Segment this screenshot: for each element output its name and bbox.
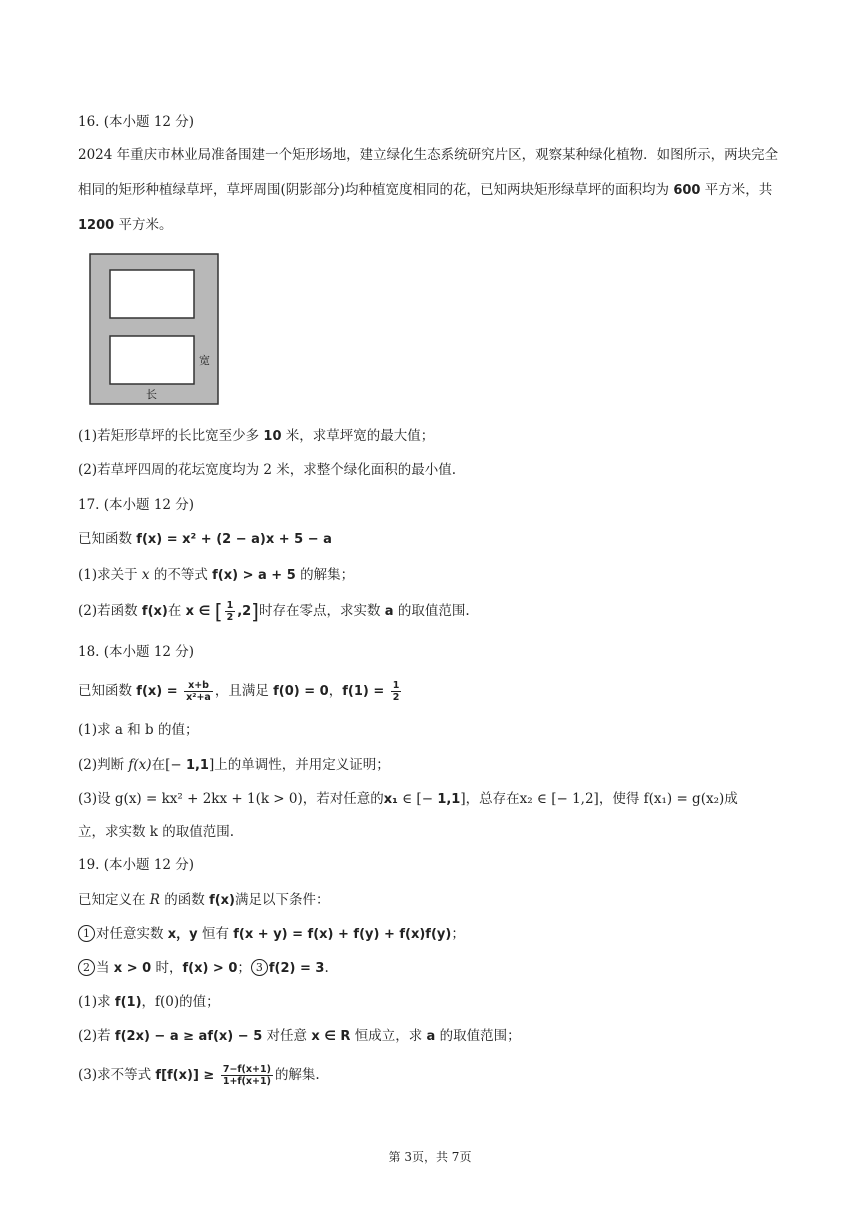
q18-part2: (2)判断 f(x)在[− 1,1]上的单调性，并用定义证明；	[78, 757, 390, 773]
q19-part2: (2)若 f(2x) − a ≥ af(x) − 5 对任意 x ∈ R 恒成立，求 a 的取值范围；	[78, 1028, 521, 1044]
q19-cond1: 1 对任意实数 x，y 恒有 f(x + y) = f(x) + f(y) + f(x)f(y)；	[78, 924, 465, 945]
page-footer: 第 3页，共 7页	[388, 1150, 472, 1164]
lawn-top	[110, 270, 194, 318]
length-label: 长	[146, 388, 157, 401]
width-label: 宽	[199, 354, 210, 367]
q17-intro: 已知函数 f(x) = x² + (2 − a)x + 5 − a	[78, 531, 332, 547]
q18-part3-cont: 立，求实数 k 的取值范围.	[78, 824, 235, 840]
q16-part2: (2)若草坪四周的花坛宽度均为 2 米，求整个绿化面积的最小值.	[78, 462, 457, 478]
circled-number-3: 3	[251, 959, 268, 976]
q19-intro: 已知定义在 R 的函数 f(x)满足以下条件：	[78, 892, 330, 908]
q16-header: 16. (本小题 12 分)	[78, 114, 195, 130]
q18-intro: 已知函数 f(x) = $\frac{x+b}{\text{x²+a}}$ ，且满足 f(0) = 0，f(1) = $\frac{1}{2}$	[78, 680, 400, 703]
q19-header: 19. (本小题 12 分)	[78, 857, 195, 873]
q18-part1: (1)求 a 和 b 的值；	[78, 722, 199, 738]
q18-part3: (3)设 g(x) = kx² + 2kx + 1(k > 0)，若对任意的x₁ ∈ [− 1,1]，总存在x₂ ∈ [− 1,2]，使得 f(x₁) = g(x₂)成	[78, 791, 738, 807]
q17-part1: (1)求关于 x 的不等式 f(x) > a + 5 的解集；	[78, 567, 355, 583]
q16-statement: 2024 年重庆市林业局准备围建一个矩形场地，建立绿化生态系统研究片区，观察某种绿化植物．如图所示，两块完全相同的矩形种植绿草坪，草坪周围(阴影部分)均种植宽度相同的花，已知两块矩形绿草坪的面积均为 600 平方米，共 1200 平方米。	[78, 147, 779, 233]
lawn-bottom	[110, 336, 194, 384]
q17-header: 17. (本小题 12 分)	[78, 497, 195, 513]
q18-header: 18. (本小题 12 分)	[78, 644, 195, 660]
q17-part2: (2)若函数 f(x)在 x ∈ [ $\frac{1}{2}$ ,2]时存在零点，求实数 a 的取值范围.	[78, 599, 470, 624]
q19-part3: (3)求不等式 f[f(x)] ≥ $\frac{7-f(x+1)}{1+f(x+1)}$ 的解集.	[78, 1064, 320, 1087]
q19-part1: (1)求 f(1)，f(0)的值；	[78, 994, 220, 1010]
circled-number-2: 2	[78, 959, 95, 976]
q16-figure	[88, 252, 228, 410]
q16-part1: (1)若矩形草坪的长比宽至少多 10 米，求草坪宽的最大值；	[78, 428, 435, 444]
q19-cond23: 2 当 x > 0 时，f(x) > 0； 3 f(2) = 3.	[78, 958, 329, 979]
circled-number-1: 1	[78, 925, 95, 942]
